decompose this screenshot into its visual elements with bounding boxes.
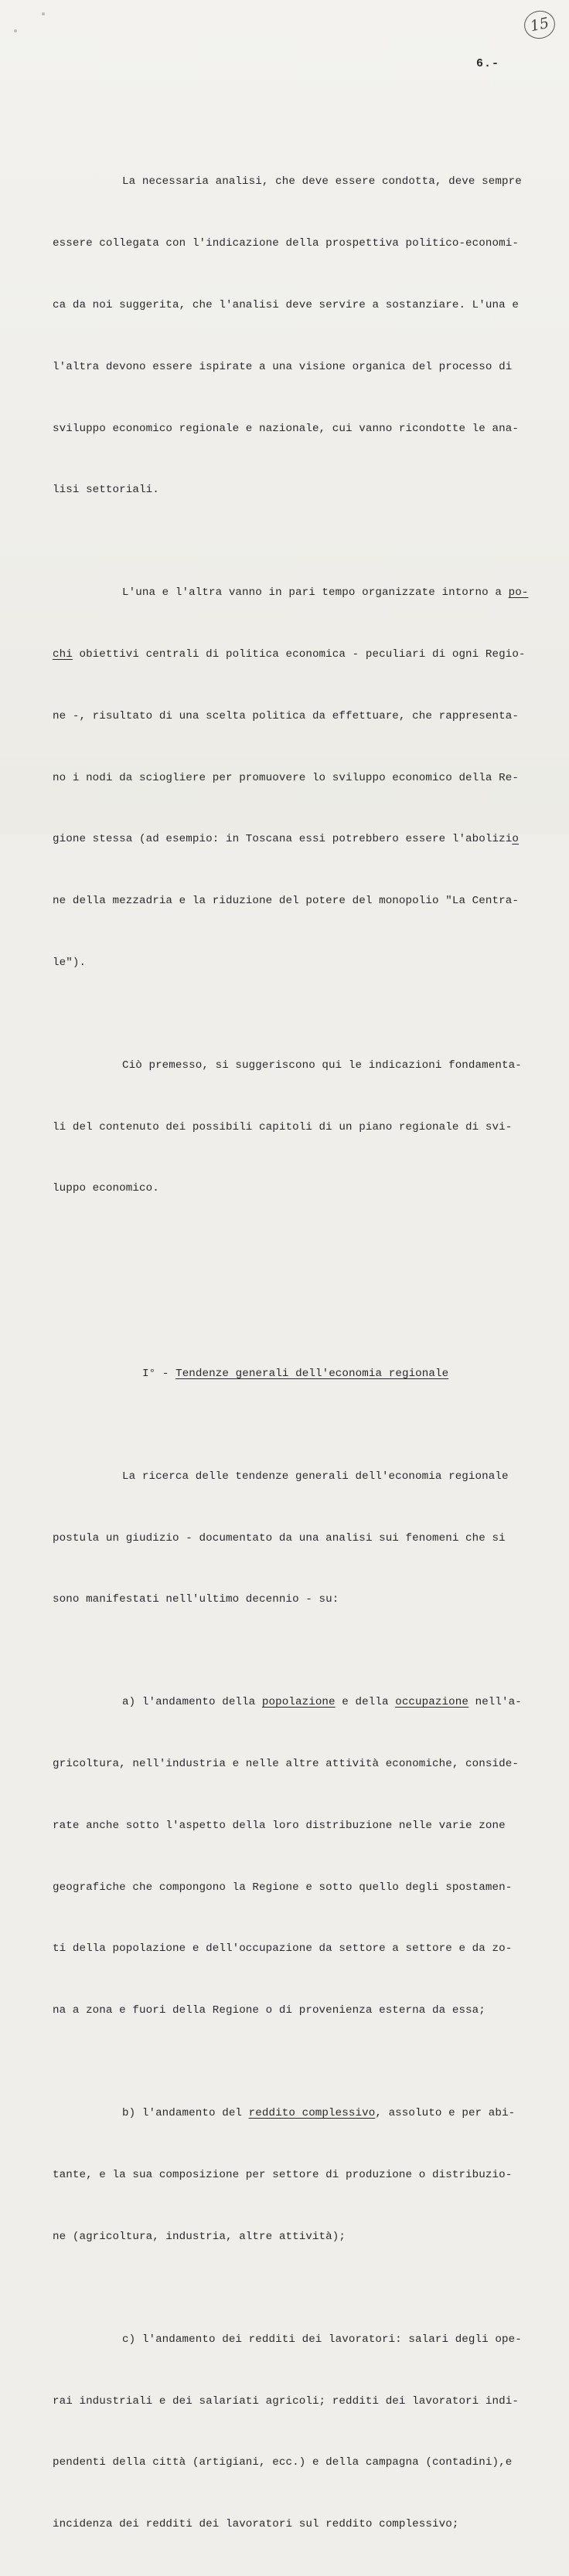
paragraph-2-text: gione stessa (ad esempio: in Toscana essi potrebbero essere l'abolizi (53, 833, 513, 846)
paragraph-2-line: le"). (53, 956, 87, 969)
item-b-line: ne (agricoltura, industria, altre attività); (53, 2230, 346, 2243)
paragraph-1-line: sviluppo economico regionale e nazionale, cui vanno ricondotte le ana- (53, 422, 519, 435)
paragraph-1-line: essere collegata con l'indicazione della prospettiva politico-economi- (53, 237, 519, 250)
item-a-line: rate anche sotto l'aspetto della loro distribuzione nelle varie zone (53, 1819, 506, 1832)
page-stamp (522, 8, 558, 42)
paragraph-1-line: La necessaria analisi, che deve essere condotta, deve sempre (122, 175, 522, 189)
item-a-text: e della (335, 1696, 396, 1709)
section-1-heading (53, 1364, 544, 1385)
paragraph-2-line: ne -, risultato di una scelta politica da effettuare, che rappresenta- (53, 709, 519, 722)
paragraph-2-text: L'una e l'altra vanno in pari tempo organizzate intorno a (122, 586, 509, 600)
underlined-word: po- (508, 586, 529, 600)
scan-speck (14, 29, 17, 32)
paragraph-2-text: obiettivi centrali di politica economica - peculiari di ogni Regio- (72, 648, 526, 661)
paragraph-3-line: luppo economico. (53, 1182, 159, 1195)
scan-speck (42, 12, 45, 15)
page-number: 6.- (476, 57, 500, 70)
item-a-line: geografiche che compongono la Regione e sotto quello degli spostamen- (53, 1881, 513, 1894)
item-a-line: gricoltura, nell'industria e nelle altre attività economiche, conside- (53, 1758, 519, 1771)
underlined-term: reddito complessivo (248, 2107, 376, 2120)
item-b-text: b) l'andamento del (122, 2107, 249, 2120)
paragraph-1-line: ca da noi suggerita, che l'analisi deve servire a sostanziare. L'una e (53, 298, 519, 311)
item-a-line: ti della popolazione e dell'occupazione da settore a settore e da zo- (53, 1942, 513, 1956)
spacer (53, 1261, 544, 1282)
underlined-letter: o (512, 833, 519, 846)
paragraph-4-line: postula un giudizio - documentato da una analisi sui fenomeni che si (53, 1531, 506, 1545)
item-b-text: , assoluto e per abi- (375, 2107, 516, 2120)
item-b-line: tante, e la sua composizione per settore di produzione o distribuzio- (53, 2168, 513, 2181)
stamp-number: 15 (528, 14, 551, 36)
paragraph-2-line (53, 829, 544, 850)
underlined-term: occupazione (395, 1696, 468, 1709)
section-title: Tendenze generali dell'economia regionale (175, 1367, 449, 1380)
item-b-line (53, 2103, 544, 2124)
paragraph-4-line: La ricerca delle tendenze generali dell'economia regionale (122, 1470, 509, 1483)
item-c-line: incidenza dei redditi dei lavoratori sul reddito complessivo; (53, 2518, 459, 2531)
item-c-line: rai industriali e dei salariati agricoli; redditi dei lavoratori indi- (53, 2394, 519, 2408)
item-a-line (53, 1692, 544, 1713)
item-a-text: a) l'andamento della (122, 1696, 262, 1709)
paragraph-1-line: lisi settoriali. (53, 484, 159, 497)
item-a-text: nell'a- (468, 1696, 522, 1709)
paragraph-1-line: l'altra devono essere ispirate a una visione organica del processo di (53, 360, 513, 373)
item-c-line: c) l'andamento dei redditi dei lavoratori: salari degli ope- (122, 2333, 522, 2346)
item-a-line: na a zona e fuori della Regione o di provenienza esterna da essa; (53, 2004, 486, 2017)
section-number: I° - (142, 1367, 176, 1380)
paragraph-4-line: sono manifestati nell'ultimo decennio - su: (53, 1593, 339, 1606)
underlined-term: popolazione (261, 1696, 336, 1709)
paragraph-2-line (53, 644, 544, 665)
paragraph-3-line: Ciò premesso, si suggeriscono qui le indicazioni fondamenta- (122, 1059, 522, 1072)
paragraph-3-line: li del contenuto dei possibili capitoli di un piano regionale di svi- (53, 1120, 513, 1133)
item-c-line: pendenti della città (artigiani, ecc.) e della campagna (contadini),e (53, 2456, 513, 2469)
paragraph-2-line: ne della mezzadria e la riduzione del potere del monopolio "La Centra- (53, 895, 519, 908)
paragraph-2-line (53, 583, 544, 603)
paragraph-2-line: no i nodi da sciogliere per promuovere lo sviluppo economico della Re- (53, 771, 519, 784)
document-body (53, 90, 544, 2576)
underlined-word: chi (53, 648, 73, 661)
